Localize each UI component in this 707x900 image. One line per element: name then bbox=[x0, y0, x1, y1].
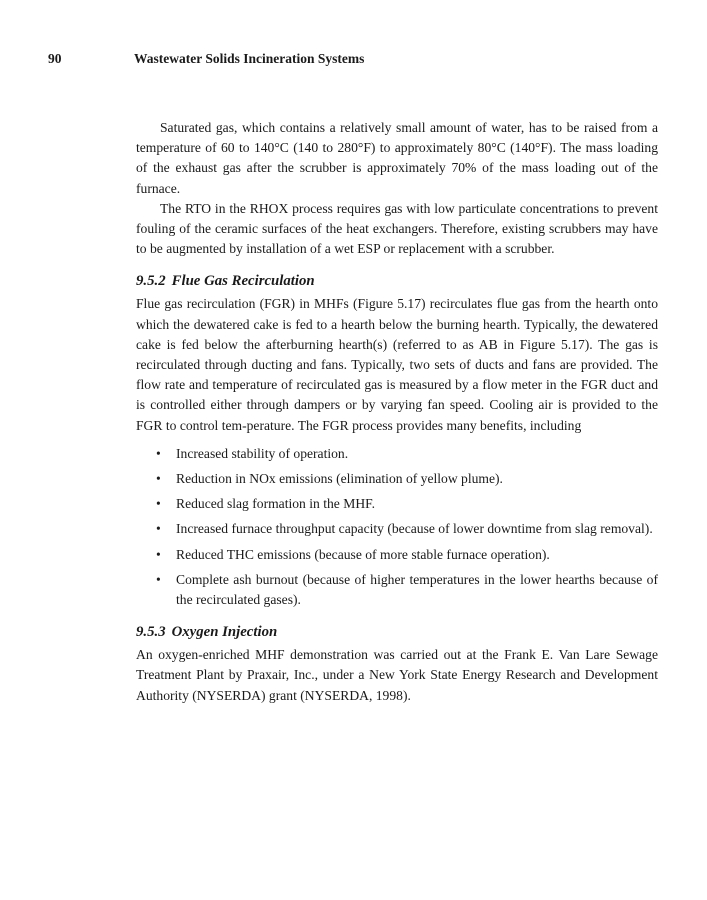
page-body bbox=[136, 118, 658, 706]
list-item bbox=[156, 519, 658, 539]
bullet-icon: • bbox=[156, 471, 161, 487]
list-item-text: Reduction in NOx emissions (elimination of yellow plume). bbox=[176, 471, 503, 487]
section-title: Flue Gas Recirculation bbox=[171, 273, 315, 290]
bullet-icon: • bbox=[156, 496, 161, 512]
list-item bbox=[156, 494, 658, 514]
list-item-text: Reduced THC emissions (because of more stable furnace operation). bbox=[176, 546, 550, 562]
page-number: 90 bbox=[48, 51, 62, 66]
section-heading-9-5-3 bbox=[136, 622, 658, 642]
list-item-text: Complete ash burnout (because of higher temperatures in the lower hearths because of the recirculated gases). bbox=[176, 571, 658, 608]
body-paragraph: An oxygen-enriched MHF demonstration was carried out at the Frank E. Van Lare Sewage Treatment Plant by Praxair, Inc., under a New York State Energy Research and Development Authority (NYSERDA) grant (NYSERDA, 1998). bbox=[136, 647, 658, 703]
section-heading-9-5-2 bbox=[136, 271, 658, 291]
bullet-icon: • bbox=[156, 546, 161, 562]
running-title: Wastewater Solids Incineration Systems bbox=[134, 51, 365, 66]
body-paragraph: Saturated gas, which contains a relatively small amount of water, has to be raised from a temperature of 60 to 140°C (140 to 280°F) to approximately 80°C (140°F). The mass loading of the exhaust gas after the scrubber is approximately 70% of the mass loading out of the furnace. bbox=[136, 120, 658, 196]
body-paragraph: Flue gas recirculation (FGR) in MHFs (Figure 5.17) recirculates flue gas from the hearth onto which the dewatered cake is fed to a hearth below the burning hearth. Typically, the dewatered cake is fed below the afterburning hearth(s) (referred to as AB in Figure 5.17). The gas is recirculated through ducting and fans. Typically, two sets of ducts and fans are provided. The flow rate and temperature of recirculated gas is measured by a flow meter in the FGR duct and is controlled either through dampers or by varying fan speed. Cooling air is provided to the FGR to control tem-perature. The FGR process provides many benefits, including bbox=[136, 296, 658, 433]
list-item bbox=[156, 570, 658, 610]
list-item-text: Increased stability of operation. bbox=[176, 445, 349, 461]
section-title: Oxygen Injection bbox=[171, 624, 278, 641]
section-number: 9.5.3 bbox=[136, 624, 166, 641]
bullet-icon: • bbox=[156, 445, 161, 461]
list-item-text: Reduced slag formation in the MHF. bbox=[176, 496, 376, 512]
section-number: 9.5.2 bbox=[136, 273, 166, 290]
list-item bbox=[156, 469, 658, 489]
benefits-list bbox=[136, 444, 658, 610]
body-paragraph: The RTO in the RHOX process requires gas with low particulate concentrations to prevent fouling of the ceramic surfaces of the heat exchangers. Therefore, existing scrubbers may have to be augmented by installation of a wet ESP or replacement with a scrubber. bbox=[136, 200, 658, 257]
bullet-icon: • bbox=[156, 571, 161, 587]
list-item bbox=[156, 545, 658, 565]
list-item bbox=[156, 444, 658, 464]
list-item-text: Increased furnace throughput capacity (because of lower downtime from slag removal). bbox=[176, 521, 653, 537]
bullet-icon: • bbox=[156, 521, 161, 537]
running-head bbox=[48, 51, 364, 67]
